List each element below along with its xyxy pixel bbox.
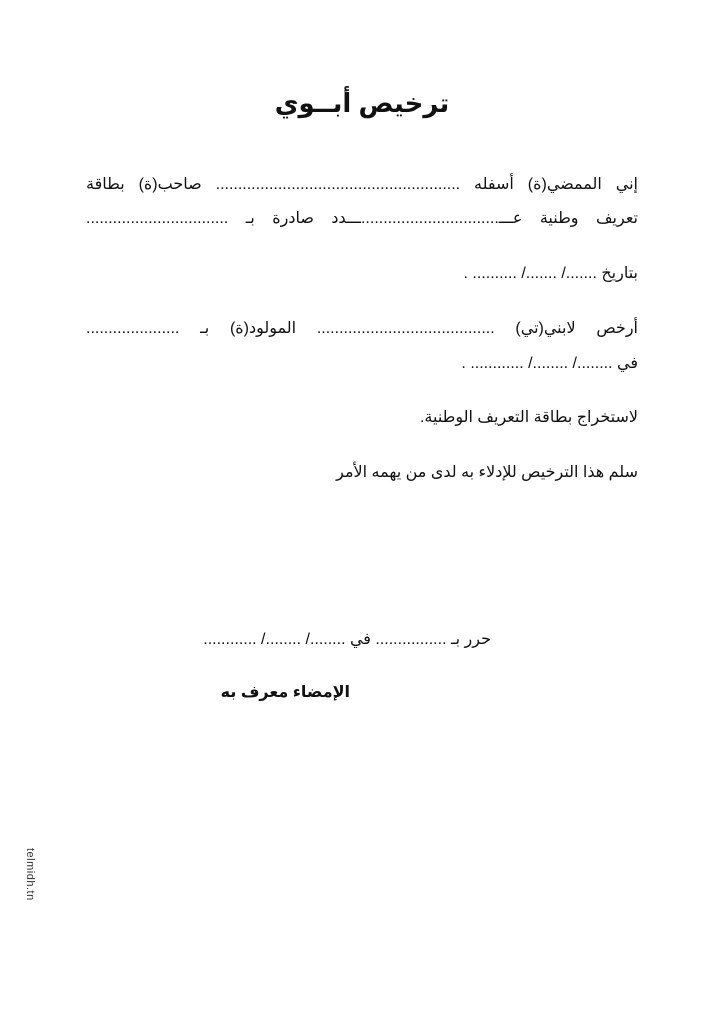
document-title: ترخيص أبــوي — [274, 88, 450, 118]
authorization-line: أرخص لابني(تي) ........................................ المولود(ة) بـ ..................... — [86, 320, 638, 337]
declarant-line: إني الممضي(ة) أسفله ....................................................... صاحب(ة) بطاقة — [86, 176, 638, 193]
signature-date-line: حرر بـ ................ في ......../ ......../ ............ — [203, 631, 491, 648]
watermark: telmidh.tn — [24, 848, 36, 901]
signature-label: الإمضاء معرف به — [220, 684, 350, 701]
delivery-line: سلم هذا الترخيص للإدلاء به لدى من يهمه الأمر — [336, 464, 638, 481]
purpose-line: لاستخراج بطاقة التعريف الوطنية. — [419, 409, 638, 426]
id-card-line: تعريف وطنية عـــ...............................ـــدد صادرة بـ ................................ — [86, 210, 638, 227]
birth-date-line: في ......../ ......../ ............ . — [461, 355, 638, 372]
issue-date-line: بتاريخ ......./ ......./ .......... . — [463, 265, 638, 282]
